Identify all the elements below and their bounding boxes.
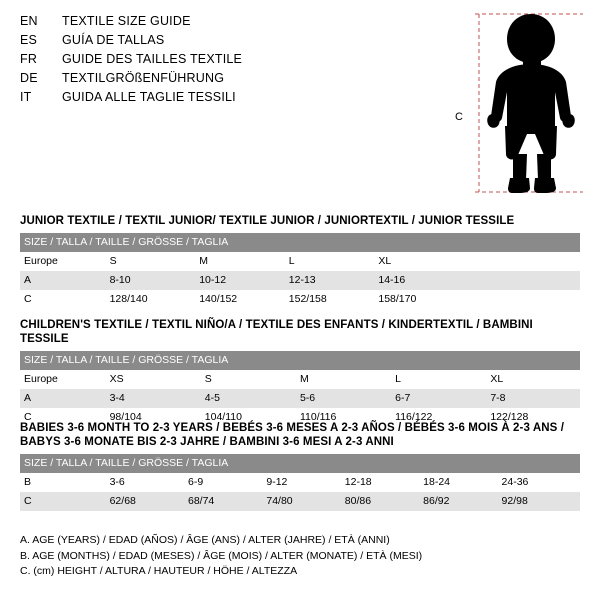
cell: 140/152 <box>199 293 238 305</box>
legend-line-b: B. AGE (MONTHS) / EDAD (MESES) / ÂGE (MOIS) / ALTER (MONATE) / ETÀ (MESI) <box>20 549 423 562</box>
cell: S <box>109 255 117 267</box>
language-row <box>20 31 450 50</box>
cell: 116/122 <box>395 411 433 423</box>
section-title: BABIES 3-6 MONTH TO 2-3 YEARS / BEBÉS 3-6 MESES A 2-3 AÑOS / BÉBÉS 3-6 MOIS À 2-3 ANS / BABYS 3-6 MONATE BIS 2-3 JAHRE / BAMBINI 3-6 MESI A 2-3 ANNI <box>20 422 564 448</box>
cell: 128/140 <box>109 293 148 305</box>
language-text: GUÍA DE TALLAS <box>62 33 165 47</box>
language-text: TEXTILE SIZE GUIDE <box>62 14 191 28</box>
cell: 3-6 <box>109 476 125 488</box>
language-row <box>20 12 450 31</box>
cell: L <box>395 373 401 385</box>
size-table-junior <box>20 233 580 309</box>
language-code: EN <box>20 14 38 28</box>
size-table-babies <box>20 454 580 511</box>
cell: 98/104 <box>109 411 142 423</box>
table-row <box>20 252 580 271</box>
section-junior <box>20 214 580 309</box>
legend-line-a: A. AGE (YEARS) / EDAD (AÑOS) / ÂGE (ANS) / ALTER (JAHRE) / ETÀ (ANNI) <box>20 534 390 546</box>
cell: 80/86 <box>345 492 423 511</box>
cell: 6-7 <box>395 389 490 408</box>
cell: 8-10 <box>110 271 200 290</box>
section-children <box>20 318 580 427</box>
cell: 3-4 <box>110 389 205 408</box>
table-row <box>20 492 580 511</box>
cell: 86/92 <box>423 492 501 511</box>
cell: L <box>288 255 295 267</box>
table-header-label: SIZE / TALLA / TAILLE / GRÖSSE / TAGLIA <box>20 351 580 370</box>
cell: 12-18 <box>344 476 372 488</box>
cell-empty <box>468 271 580 290</box>
language-code: FR <box>20 52 38 66</box>
table-header-label: SIZE / TALLA / TAILLE / GRÖSSE / TAGLIA <box>20 233 580 252</box>
cell: 5-6 <box>300 389 395 408</box>
cell: 74/80 <box>266 492 344 511</box>
cell: XL <box>378 255 392 267</box>
table-row <box>20 389 580 408</box>
cell: 68/74 <box>188 492 266 511</box>
cell-empty <box>468 252 580 271</box>
table-row <box>20 271 580 290</box>
table-row <box>20 290 580 309</box>
language-row <box>20 88 450 107</box>
language-guide-block <box>20 12 450 107</box>
language-code: IT <box>20 90 32 104</box>
language-text: TEXTILGRÖßENFÜHRUNG <box>62 71 225 85</box>
cell: XL <box>490 373 504 385</box>
height-measure-label: C <box>455 111 463 123</box>
cell: XS <box>109 373 124 385</box>
cell: 158/170 <box>378 293 417 305</box>
section-title: JUNIOR TEXTILE / TEXTIL JUNIOR/ TEXTILE JUNIOR / JUNIORTEXTIL / JUNIOR TESSILE <box>20 215 515 227</box>
cell: 62/68 <box>110 492 188 511</box>
legend-block <box>20 533 580 580</box>
cell: 24-36 <box>501 476 529 488</box>
cell: M <box>299 373 309 385</box>
cell: S <box>204 373 212 385</box>
cell: M <box>199 255 208 267</box>
cell: 110/116 <box>299 411 337 423</box>
table-header-label: SIZE / TALLA / TAILLE / GRÖSSE / TAGLIA <box>20 454 580 473</box>
figure-area <box>455 8 590 198</box>
row-label: A <box>20 271 110 290</box>
row-label: C <box>20 492 110 511</box>
table-header-row <box>20 454 580 473</box>
row-label: Europe <box>24 373 58 385</box>
legend-line-c: C. (cm) HEIGHT / ALTURA / HAUTEUR / HÖHE / ALTEZZA <box>20 565 298 577</box>
cell: 4-5 <box>205 389 300 408</box>
row-label: A <box>20 389 110 408</box>
language-row <box>20 69 450 88</box>
cell: 122/128 <box>490 411 529 423</box>
language-text: GUIDA ALLE TAGLIE TESSILI <box>62 90 236 104</box>
language-code: DE <box>20 71 38 85</box>
child-silhouette-icon <box>455 8 590 198</box>
cell-empty <box>468 290 580 309</box>
table-row <box>20 473 580 492</box>
table-header-row <box>20 233 580 252</box>
cell: 92/98 <box>502 492 580 511</box>
cell: 12-13 <box>289 271 379 290</box>
section-title: CHILDREN'S TEXTILE / TEXTIL NIÑO/A / TEXTILE DES ENFANTS / KINDERTEXTIL / BAMBINI TESSILE <box>20 319 533 345</box>
row-label: B <box>24 476 32 488</box>
table-header-row <box>20 351 580 370</box>
cell: 10-12 <box>199 271 289 290</box>
language-text: GUIDE DES TAILLES TEXTILE <box>62 52 243 66</box>
language-code: ES <box>20 33 38 47</box>
cell: 152/158 <box>288 293 327 305</box>
row-label: C <box>24 293 32 305</box>
size-table-children <box>20 351 580 427</box>
cell: 14-16 <box>378 271 468 290</box>
cell: 6-9 <box>187 476 204 488</box>
table-row <box>20 370 580 389</box>
cell: 104/110 <box>204 411 242 423</box>
cell: 7-8 <box>490 389 580 408</box>
section-babies <box>20 421 580 511</box>
language-row <box>20 50 450 69</box>
row-label: C <box>24 411 32 423</box>
cell: 18-24 <box>423 476 451 488</box>
cell: 9-12 <box>266 476 288 488</box>
row-label: Europe <box>24 255 58 267</box>
